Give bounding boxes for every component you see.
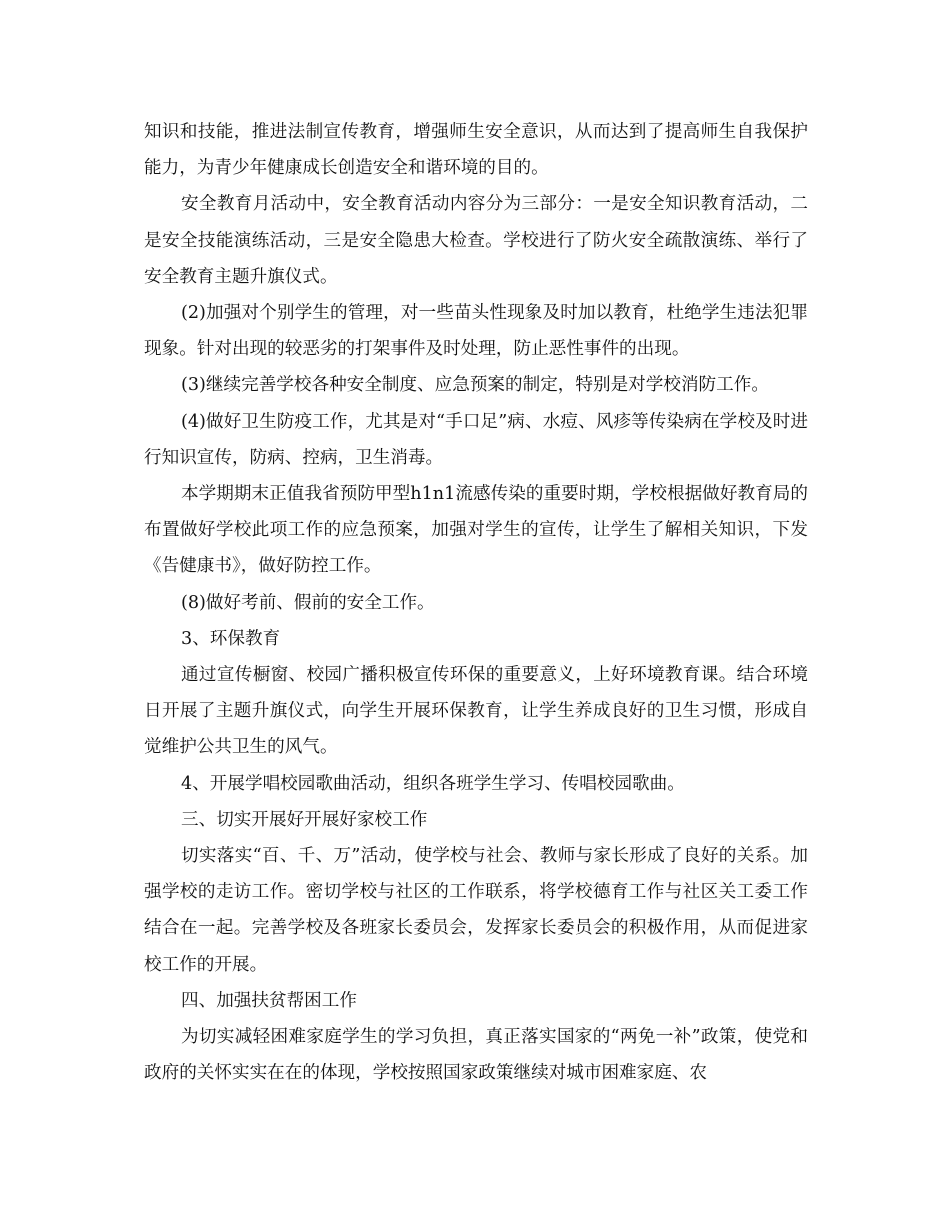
paragraph-item-2: (2)加强对个别学生的管理，对一些苗头性现象及时加以教育，杜绝学生违法犯罪现象。针对出现的较恶劣的打架事件及时处理，防止恶性事件的出现。	[144, 303, 808, 360]
paragraph-safety-month: 安全教育月活动中，安全教育活动内容分为三部分：一是安全知识教育活动，二是安全技能演练活动，三是安全隐患大检查。学校进行了防火安全疏散演练、举行了安全教育主题升旗仪式。	[144, 194, 808, 287]
section-heading-environment: 3、环保教育	[181, 628, 281, 649]
paragraph-item-4: (4)做好卫生防疫工作，尤其是对“手口足”病、水痘、风疹等传染病在学校及时进行知识宣传，防病、控病，卫生消毒。	[144, 411, 808, 468]
paragraph-home-school: 切实落实“百、千、万”活动，使学校与社会、教师与家长形成了良好的关系。加强学校的走访工作。密切学校与社区的工作联系，将学校德育工作与社区关工委工作结合在一起。完善学校及各班家长委员会，发挥家长委员会的积极作用，从而促进家校工作的开展。	[144, 846, 808, 975]
paragraph-environment: 通过宣传橱窗、校园广播积极宣传环保的重要意义，上好环境教育课。结合环境日开展了主题升旗仪式，向学生开展环保教育，让学生养成良好的卫生习惯，形成自觉维护公共卫生的风气。	[144, 665, 808, 758]
paragraph-continuation: 知识和技能，推进法制宣传教育，增强师生安全意识，从而达到了提高师生自我保护能力，为青少年健康成长创造安全和谐环境的目的。	[144, 122, 808, 179]
paragraph-item-3: (3)继续完善学校各种安全制度、应急预案的制定，特别是对学校消防工作。	[181, 375, 769, 396]
document-body	[144, 114, 808, 1091]
section-heading-songs: 4、开展学唱校园歌曲活动，组织各班学生学习、传唱校园歌曲。	[181, 773, 685, 794]
paragraph-poverty: 为切实减轻困难家庭学生的学习负担，真正落实国家的“两免一补”政策，使党和政府的关怀实实在在的体现，学校按照国家政策继续对城市困难家庭、农	[144, 1027, 808, 1084]
section-heading-poverty: 四、加强扶贫帮困工作	[181, 990, 357, 1011]
paragraph-h1n1: 本学期期末正值我省预防甲型h1n1流感传染的重要时期，学校根据做好教育局的布置做好学校此项工作的应急预案，加强对学生的宣传，让学生了解相关知识，下发《告健康书》，做好防控工作。	[144, 484, 808, 577]
paragraph-item-8: (8)做好考前、假前的安全工作。	[181, 592, 435, 613]
section-heading-home-school: 三、切实开展好开展好家校工作	[181, 809, 428, 830]
